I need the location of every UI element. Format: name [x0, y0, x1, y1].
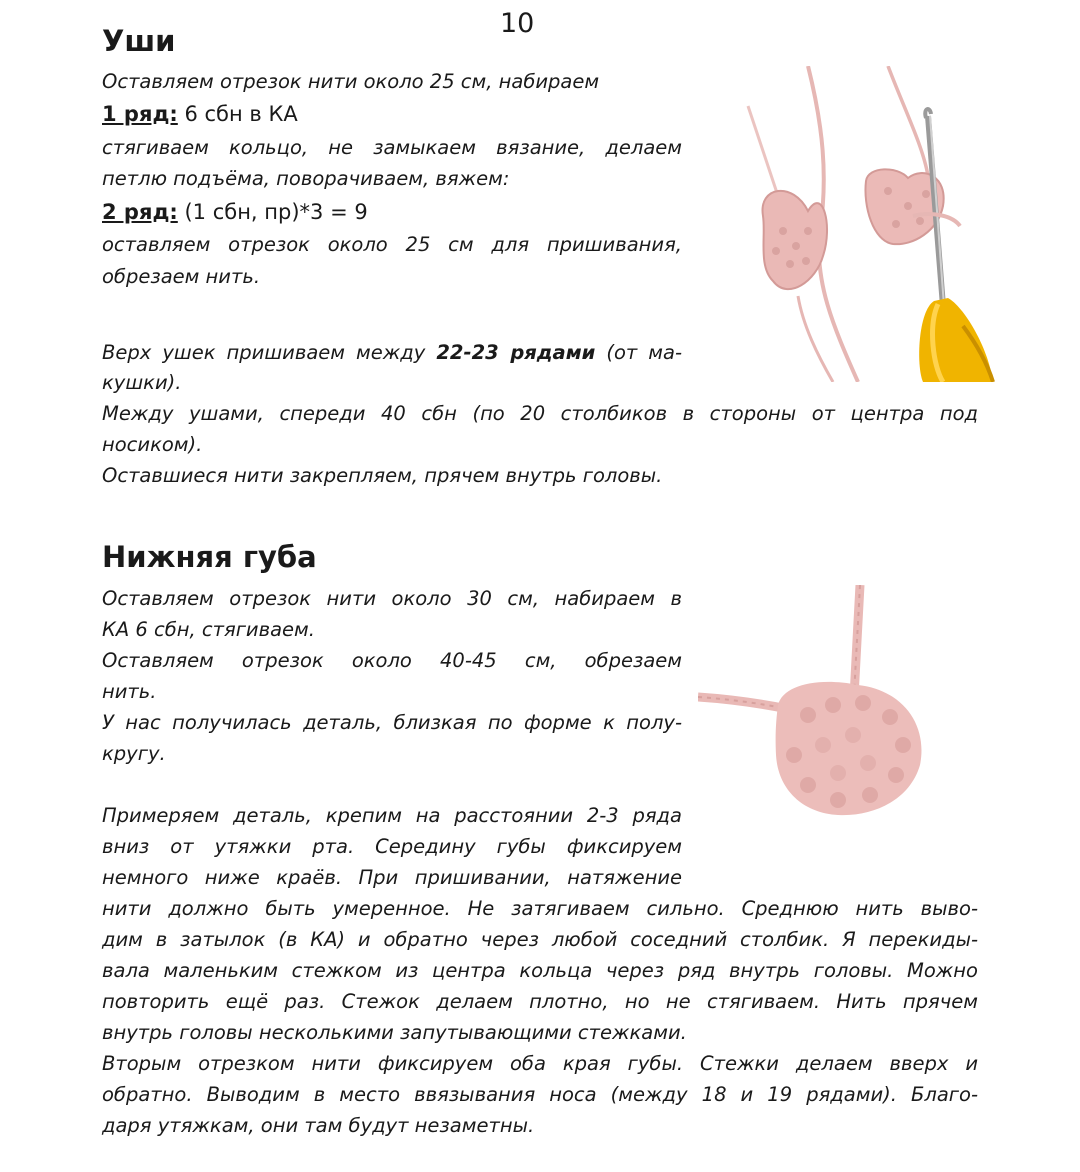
lip-p4-a: Примеряем деталь, крепим на расстоянии 2-3 ряда [102, 804, 682, 827]
crochet-lip-piece [776, 682, 922, 815]
lip-heading: Нижняя губа [102, 540, 317, 574]
lip-p1-b: КА 6 сбн, стягиваем. [102, 618, 315, 641]
ears-row1 [102, 99, 298, 129]
row1-text: 6 сбн в КА [177, 102, 298, 126]
crochet-hook [919, 109, 993, 382]
lip-p5-b: обратно. Выводим в место ввязывания носа (между 18 и 19 рядами). Благо- [102, 1083, 978, 1106]
crochet-ear-left [763, 191, 828, 289]
yarn-tail [888, 66, 928, 176]
ears-sew-b: кушки). [102, 371, 182, 394]
sew-a-bold: 22-23 рядами [436, 341, 596, 364]
ears-after-row1-b: петлю подъёма, поворачиваем, вяжем: [102, 167, 510, 190]
yarn-tail [748, 106, 778, 196]
lip-p1-a: Оставляем отрезок нити около 30 см, набираем в [102, 587, 682, 610]
sew-a-post: (от ма- [595, 341, 682, 364]
ears-heading: Уши [102, 24, 176, 58]
lip-p5-a: Вторым отрезком нити фиксируем оба края губы. Стежки делаем вверх и [102, 1052, 978, 1075]
lip-p3-b: кругу. [102, 742, 166, 765]
yarn-tail [698, 697, 788, 709]
page-number: 10 [500, 8, 535, 39]
lip-p4-b: вниз от утяжки рта. Середину губы фиксируем [102, 835, 682, 858]
ears-remaining: Оставшиеся нити закрепляем, прячем внутрь головы. [102, 464, 663, 487]
ears-photo [738, 66, 1000, 382]
ears-after-row1-a: стягиваем кольцо, не замыкаем вязание, делаем [102, 136, 682, 159]
ears-row2 [102, 197, 368, 227]
ears-after-row2-a: оставляем отрезок около 25 см для пришивания, [102, 233, 682, 256]
lip-p4-g: повторить ещё раз. Стежок делаем плотно, но не стягиваем. Нить прячем [102, 990, 978, 1013]
lip-p2-b: нить. [102, 680, 157, 703]
lip-photo [698, 585, 938, 825]
lip-p4-f: вала маленьким стежком из центра кольца через ряд внутрь головы. Можно [102, 959, 978, 982]
lip-p3-a: У нас получилась деталь, близкая по форме к полу- [102, 711, 682, 734]
lip-p4-h: внутрь головы несколькими запутывающими стежками. [102, 1021, 687, 1044]
lip-p4-d: нити должно быть умеренное. Не затягиваем сильно. Среднюю нить выво- [102, 897, 978, 920]
sew-a-pre: Верх ушек пришиваем между [102, 341, 437, 364]
ears-between-b: носиком). [102, 433, 203, 456]
ears-sew-a [102, 338, 682, 368]
ears-between-a: Между ушами, спереди 40 сбн (по 20 столбиков в стороны от центра под [102, 402, 978, 425]
row2-label: 2 ряд: [102, 200, 178, 224]
row2-text: (1 сбн, пр)*3 = 9 [177, 200, 368, 224]
lip-p4-e: дим в затылок (в КА) и обратно через любой соседний столбик. Я перекиды- [102, 928, 978, 951]
row1-label: 1 ряд: [102, 102, 178, 126]
lip-p2-a: Оставляем отрезок около 40-45 см, обрезаем [102, 649, 682, 672]
ears-after-row2-b: обрезаем нить. [102, 265, 261, 288]
ears-intro: Оставляем отрезок нити около 25 см, набираем [102, 70, 600, 93]
lip-p4-c: немного ниже краёв. При пришивании, натяжение [102, 866, 682, 889]
lip-p5-c: даря утяжкам, они там будут незаметны. [102, 1114, 535, 1137]
